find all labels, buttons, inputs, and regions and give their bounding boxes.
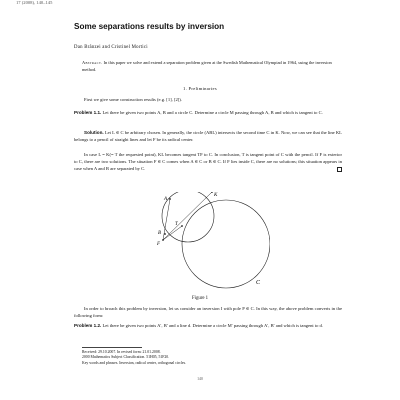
inversion-paragraph: In order to broach this problem by inversion, let us consider an inversion I with pole P ∈ C. In this way, the above problem converts in the following form:	[74, 306, 342, 318]
point-t	[181, 225, 183, 227]
label-b: B	[158, 231, 162, 236]
line-ft	[163, 226, 182, 240]
label-f: F	[157, 242, 161, 247]
intro-paragraph: First we give some construction results (e.g. [1], [2]).	[84, 97, 182, 102]
point-a	[169, 198, 171, 200]
problem-1-1-text: Let there be given two points A, B and a circle C. Determine a circle M passing through A, B and which is tangent to C.	[102, 110, 323, 115]
solution-paragraph-1	[74, 130, 342, 144]
label-t: T	[175, 222, 178, 227]
problem-1-2-label: Problem 1.2.	[74, 323, 102, 328]
point-b	[164, 233, 166, 235]
point-f	[162, 239, 164, 241]
footnote-msc: 2000 Mathematics Subject Classification. 51H05, 51F20.	[82, 355, 170, 360]
solution-text-2: In case L = K(= T the requested point), KL becomes tangent TF to C. In conclusion, T is tangent point of C with the pencil. If F is exterior to C, there are two solutions. The situation F ∈ C comes when A ∈ C or B ∈ C. If F lies inside C, there are no solutions; this situation appears in case when A and B are separated by C.	[74, 152, 342, 171]
running-head: 17 (2008), 140–145	[16, 0, 53, 5]
problem-1-1-label: Problem 1.1.	[74, 110, 102, 115]
abstract-label: Abstract.	[82, 60, 103, 65]
problem-1-2	[74, 323, 342, 330]
page-number: 140	[197, 377, 203, 381]
solution-text-1: Let L ∈ C be arbitrary chosen. In generally, the circle (ABL) intersects the second time C in K. Now, we can see that the line KL belongs to a pencil of straight lines and let F be its radical center.	[74, 130, 342, 142]
problem-1-1	[74, 110, 342, 117]
abstract-text: In this paper we solve and extend a separation problem given at the Swedish Mathematical Olympiad in 1964, using the inversion method.	[82, 60, 332, 72]
paper-title: Some separations results by inversion	[74, 22, 225, 31]
section-heading: 1. Preliminaries	[183, 86, 217, 91]
footnotes	[82, 347, 332, 366]
label-k: K	[214, 193, 218, 198]
footnote-received: Received: 29.10.2007. In revised form: 21.01.2008.	[82, 350, 161, 354]
footnote-keywords: Key words and phrases. Inversion, radical center, orthogonal circles.	[82, 360, 187, 365]
label-c: C	[256, 280, 261, 286]
figure-caption: Figure 1	[191, 296, 209, 301]
authors: Dan Brânzei and Cristinel Mortici	[74, 45, 148, 50]
solution-label: Solution.	[84, 130, 104, 135]
label-a: A	[164, 197, 168, 202]
abstract	[82, 60, 338, 74]
figure-1	[140, 192, 270, 290]
qed-square-icon	[337, 167, 342, 172]
circle-c	[182, 200, 270, 288]
problem-1-2-text: Let there be given two points A′, B′ and a line d. Determine a circle M′ passing through A′, B′ and which is tangent to d.	[102, 323, 323, 328]
footnote-rule	[82, 347, 142, 348]
solution-paragraph-2	[74, 152, 342, 172]
figure-diagram	[140, 192, 270, 290]
